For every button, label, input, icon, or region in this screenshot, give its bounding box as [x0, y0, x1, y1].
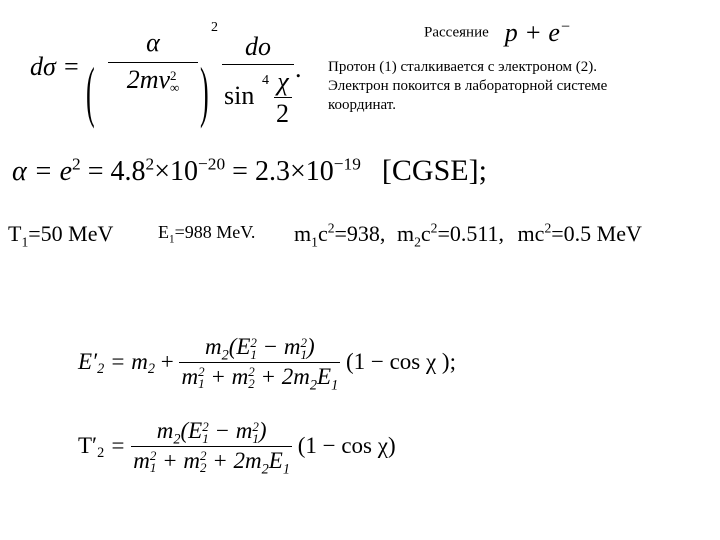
reaction: p + e− — [504, 18, 571, 47]
alpha-text-3: ×10 — [154, 156, 198, 187]
sin-text: sin — [224, 81, 255, 110]
alpha-sup-1: 2 — [72, 154, 81, 174]
alpha-sup-2: 2 — [145, 154, 155, 174]
period: . — [295, 54, 302, 83]
denom-sub: ∞ — [170, 80, 180, 96]
two-mv-squared — [108, 63, 198, 95]
e2-lhs-sub: 2 — [97, 361, 105, 378]
description-line-1: Протон (1) сталкивается с электроном (2). — [328, 59, 598, 75]
t2-formula — [78, 418, 396, 478]
e2-plus: + — [154, 349, 180, 375]
title-label: Рассеяние — [424, 24, 489, 41]
t2-lhs: T′ — [78, 433, 98, 459]
e2-lhs: E′ — [78, 349, 98, 375]
param-t1: $T_1=50$ MeV — [8, 221, 114, 250]
right-paren: ) — [200, 54, 209, 130]
outer-power: 2 — [211, 20, 218, 35]
e2-fraction — [179, 334, 340, 394]
denom-sup: 2 — [170, 68, 177, 84]
scattering-title — [424, 18, 571, 48]
alpha-symbol: α — [108, 28, 198, 63]
param-masses: $m_1c^2=938$, $m_2c^2=0.511$, $mc^2=0.5$ MeV — [294, 220, 642, 250]
description — [328, 58, 607, 115]
t2-lhs-sub: 2 — [97, 445, 105, 462]
alpha-sup-3: −20 — [198, 154, 226, 174]
e2-eq-sub: 2 — [147, 361, 155, 378]
t2-numerator: $m_2(E$ 2 1 − m 2 1 ) — [131, 418, 292, 447]
two-symbol: 2 — [276, 99, 289, 128]
t2-denominator: m 2 1 + m 2 2 + $2m_2E_1$ — [133, 447, 290, 478]
alpha-line — [12, 154, 487, 188]
alpha-over-2mv — [108, 28, 198, 95]
t2-fraction — [131, 418, 292, 478]
e2-denominator: m 2 1 + m 2 2 + $2m_2E_1$ — [181, 363, 339, 394]
alpha-text-1: α = e — [12, 156, 73, 187]
alpha-text-4: = 2.3×10 — [225, 156, 334, 187]
cross-section-formula — [30, 20, 300, 130]
alpha-units: [CGSE]; — [381, 154, 487, 187]
e2-numerator: $m_2(E$ 2 1 − m 2 1 ) — [179, 334, 340, 363]
description-line-3: координат. — [328, 97, 396, 113]
e2-tail: (1 − cos χ ); — [345, 349, 456, 375]
e2-formula — [78, 334, 456, 394]
do-over-sin — [222, 32, 294, 127]
alpha-text-2: = 4.8 — [80, 156, 146, 187]
denom-2mv: 2mv — [126, 65, 171, 94]
t2-tail: (1 − cos χ) — [297, 433, 396, 459]
dsigma-lhs: dσ = — [30, 52, 80, 81]
left-paren: ( — [86, 54, 95, 130]
chi-symbol: χ — [274, 67, 292, 98]
description-line-2: Электрон покоится в лабораторной системе — [328, 78, 608, 94]
alpha-sup-4: −19 — [333, 154, 361, 174]
param-e1: $E_1=988$ MeV. — [158, 222, 256, 246]
do-numerator: do — [222, 32, 294, 65]
sin-power: 4 — [262, 73, 269, 88]
e2-eq: = m — [104, 349, 148, 375]
sin-denominator — [222, 65, 294, 127]
t2-eq: = — [104, 433, 126, 459]
